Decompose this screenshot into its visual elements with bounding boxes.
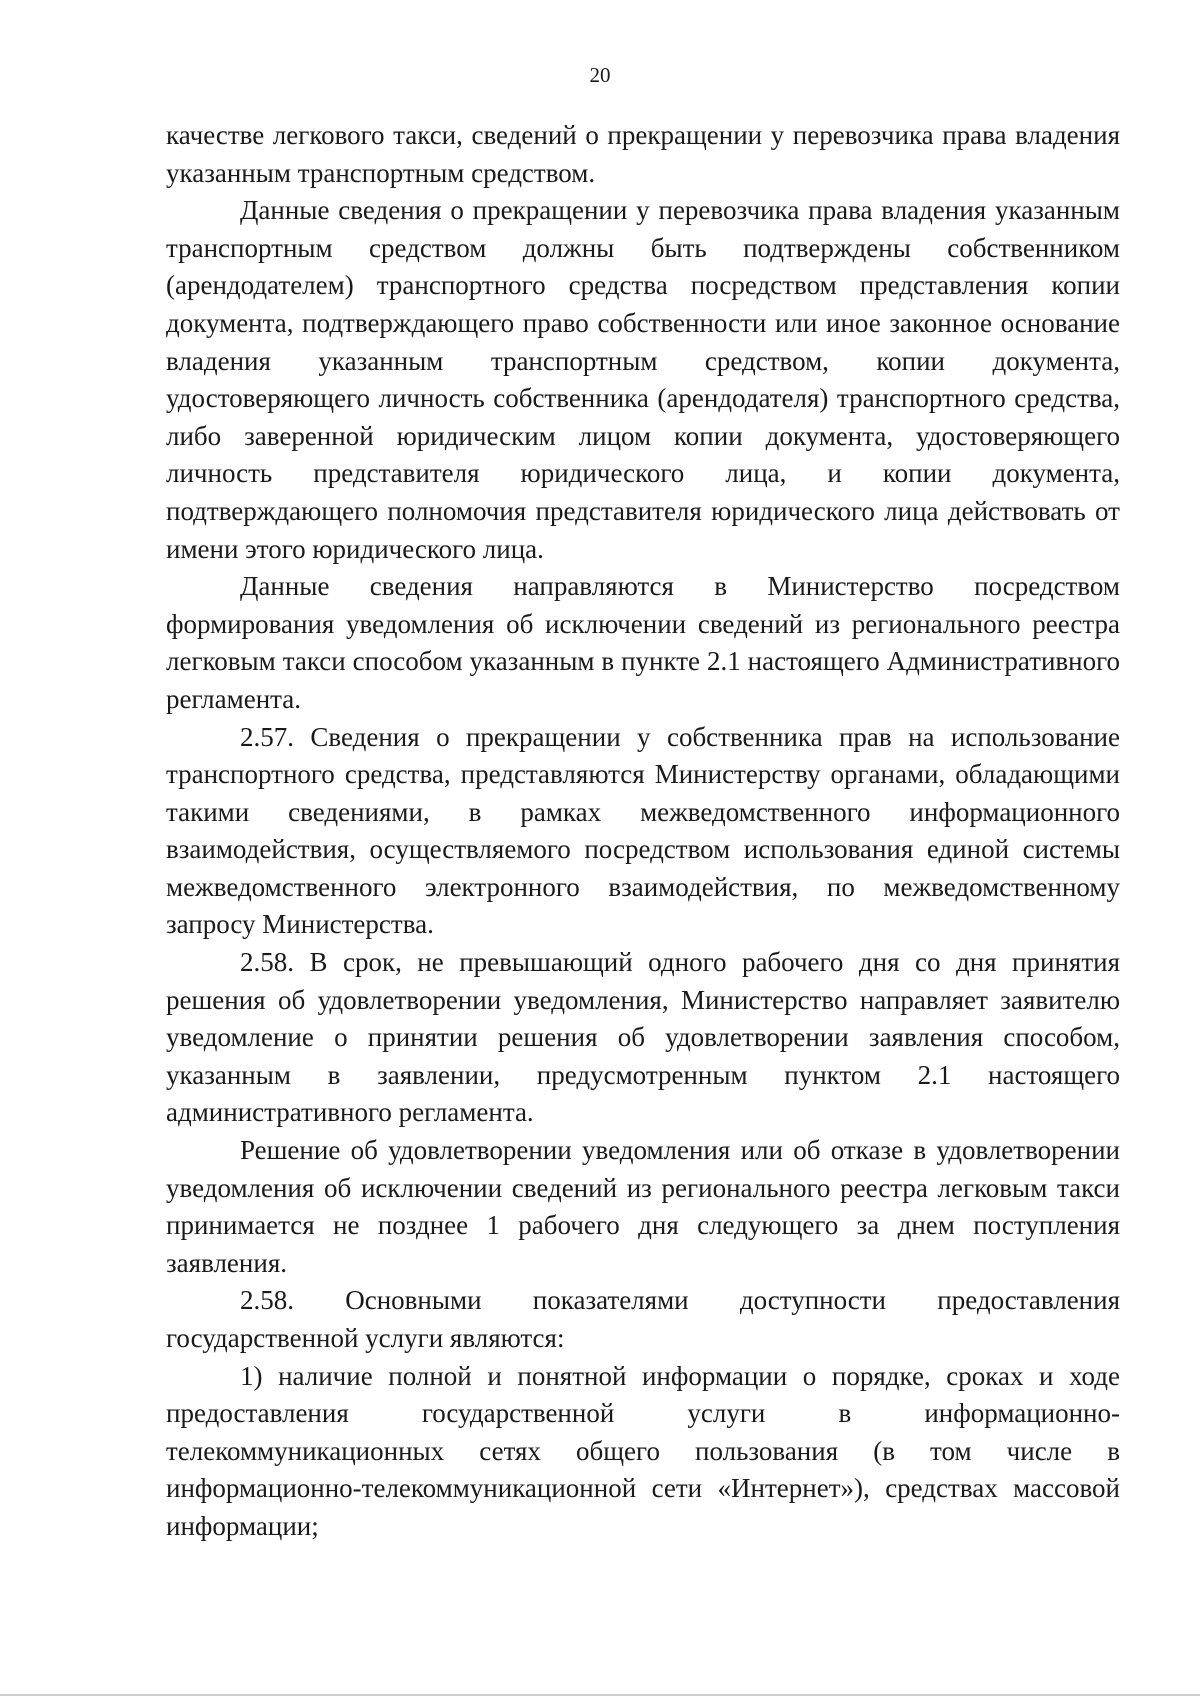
paragraph-decision: Решение об удовлетворении уведомления или об отказе в удовлетворении уведомления об исключении сведений из регионального реестра легковым такси принимается не позднее 1 рабочего дня следующего за днем поступления заявления. [166, 1135, 1120, 1278]
document-body [166, 117, 1120, 1546]
page-number: 20 [589, 63, 611, 87]
paragraph-owner-confirmation: Данные сведения о прекращении у перевозчика права владения указанным транспортным средством должны быть подтверждены собственником (арендодателем) транспортного средства посредством представления копии документа, подтверждающего право собственности или иное законное основание владения указанным транспортным средством, копии документа, удостоверяющего личность собственника (арендодателя) транспортного средства, либо заверенной юридическим лицом копии документа, удостоверяющего личность представителя юридического лица, и копии документа, подтверждающего полномочия представителя юридического лица действовать от имени этого юридического лица. [166, 195, 1120, 564]
paragraph-2-58-accessibility: 2.58. Основными показателями доступности предоставления государственной услуги являются: [166, 1285, 1120, 1353]
paragraph-continuation: качестве легкового такси, сведений о прекращении у перевозчика права владения указанным транспортным средством. [166, 120, 1120, 188]
list-item-1: 1) наличие полной и понятной информации о порядке, сроках и ходе предоставления государственной услуги в информационно-телекоммуникационных сетях общего пользования (в том числе в информационно-телекоммуникационной сети «Интернет»), средствах массовой информации; [166, 1360, 1120, 1541]
paragraph-2-57: 2.57. Сведения о прекращении у собственника прав на использование транспортного средства, представляются Министерству органами, обладающими такими сведениями, в рамках межведомственного информационного взаимодействия, осуществляемого посредством использования единой системы межведомственного электронного взаимодействия, по межведомственному запросу Министерства. [166, 721, 1120, 940]
paragraph-ministry-submission: Данные сведения направляются в Министерство посредством формирования уведомления об исключении сведений из регионального реестра легковым такси способом указанным в пункте 2.1 настоящего Административного регламента. [166, 571, 1120, 714]
paragraph-2-58-deadline: 2.58. В срок, не превышающий одного рабочего дня со дня принятия решения об удовлетворении уведомления, Министерство направляет заявителю уведомление о принятии решения об удовлетворении заявления способом, указанным в заявлении, предусмотренным пунктом 2.1 настоящего административного регламента. [166, 947, 1120, 1128]
scan-edge-line [0, 1694, 1200, 1696]
